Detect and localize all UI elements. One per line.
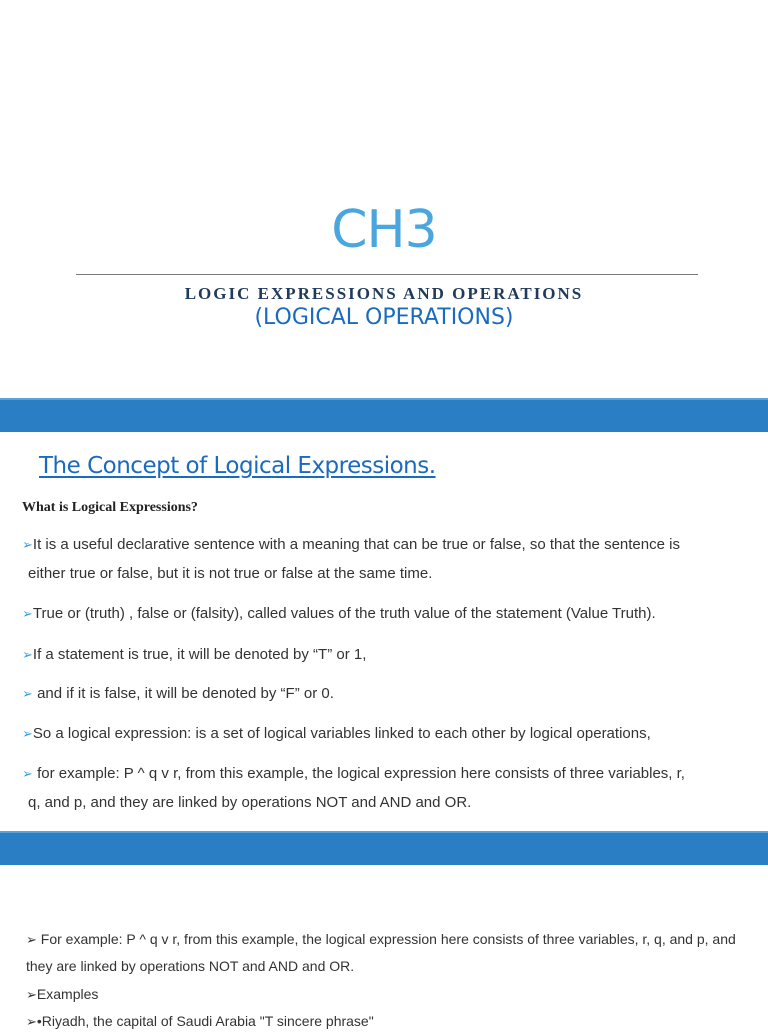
arrow-bullet-icon: ➢ bbox=[22, 726, 33, 741]
arrow-bullet-icon: ➢ bbox=[22, 606, 33, 621]
bullet-item bbox=[22, 759, 752, 817]
slide-subtitle-secondary: (LOGICAL OPERATIONS) bbox=[254, 305, 514, 330]
bullet-text-continued: q, and p, and they are linked by operations NOT and AND and OR. bbox=[28, 794, 472, 811]
title-divider bbox=[76, 274, 698, 275]
arrow-bullet-icon: ➢ bbox=[22, 647, 33, 662]
bullet-item bbox=[22, 679, 752, 708]
bullet-text: True or (truth) , false or (falsity), called values of the truth value of the statement (Value Truth). bbox=[32, 605, 656, 622]
bullet-text: and if it is false, it will be denoted by “F” or 0. bbox=[32, 685, 334, 702]
bullet-text: So a logical expression: is a set of logical variables linked to each other by logical operations, bbox=[32, 725, 651, 742]
slide-title: CH3 bbox=[331, 200, 437, 260]
slide-subtitle: LOGIC EXPRESSIONS AND OPERATIONS bbox=[184, 284, 584, 303]
example-item-text: •Riyadh, the capital of Saudi Arabia "T sincere phrase" bbox=[36, 1013, 374, 1029]
bullet-text: It is a useful declarative sentence with a meaning that can be true or false, so that the sentence is bbox=[32, 536, 680, 553]
bullet-text: for example: P ^ q v r, from this example, the logical expression here consists of three variables, r, bbox=[32, 765, 685, 782]
bullet-item bbox=[22, 640, 752, 669]
section-heading: The Concept of Logical Expressions. bbox=[39, 453, 436, 479]
bullet-item bbox=[22, 599, 752, 628]
slide-separator-band bbox=[0, 400, 768, 432]
bullet-text-continued: either true or false, but it is not true or false at the same time. bbox=[28, 565, 433, 582]
slide-separator-band bbox=[0, 833, 768, 865]
example-item bbox=[26, 1008, 761, 1035]
example-paragraph bbox=[26, 926, 761, 980]
examples-label-line bbox=[26, 981, 761, 1008]
arrow-bullet-icon: ➢ bbox=[22, 686, 33, 701]
example-text: For example: P ^ q v r, from this example, the logical expression here consists of three variables, r, q, and p, and bbox=[36, 931, 736, 947]
arrow-bullet-icon: ➢ bbox=[22, 537, 33, 552]
arrow-bullet-icon: ➢ bbox=[26, 932, 37, 947]
question-label: What is Logical Expressions? bbox=[22, 500, 198, 515]
arrow-bullet-icon: ➢ bbox=[26, 987, 37, 1002]
bullet-item bbox=[22, 530, 752, 588]
arrow-bullet-icon: ➢ bbox=[22, 766, 33, 781]
bullet-item bbox=[22, 719, 752, 748]
examples-label: Examples bbox=[36, 986, 99, 1002]
example-text-continued: they are linked by operations NOT and AND and OR. bbox=[26, 958, 355, 974]
bullet-text: If a statement is true, it will be denoted by “T” or 1, bbox=[32, 646, 367, 663]
arrow-bullet-icon: ➢ bbox=[26, 1014, 37, 1029]
